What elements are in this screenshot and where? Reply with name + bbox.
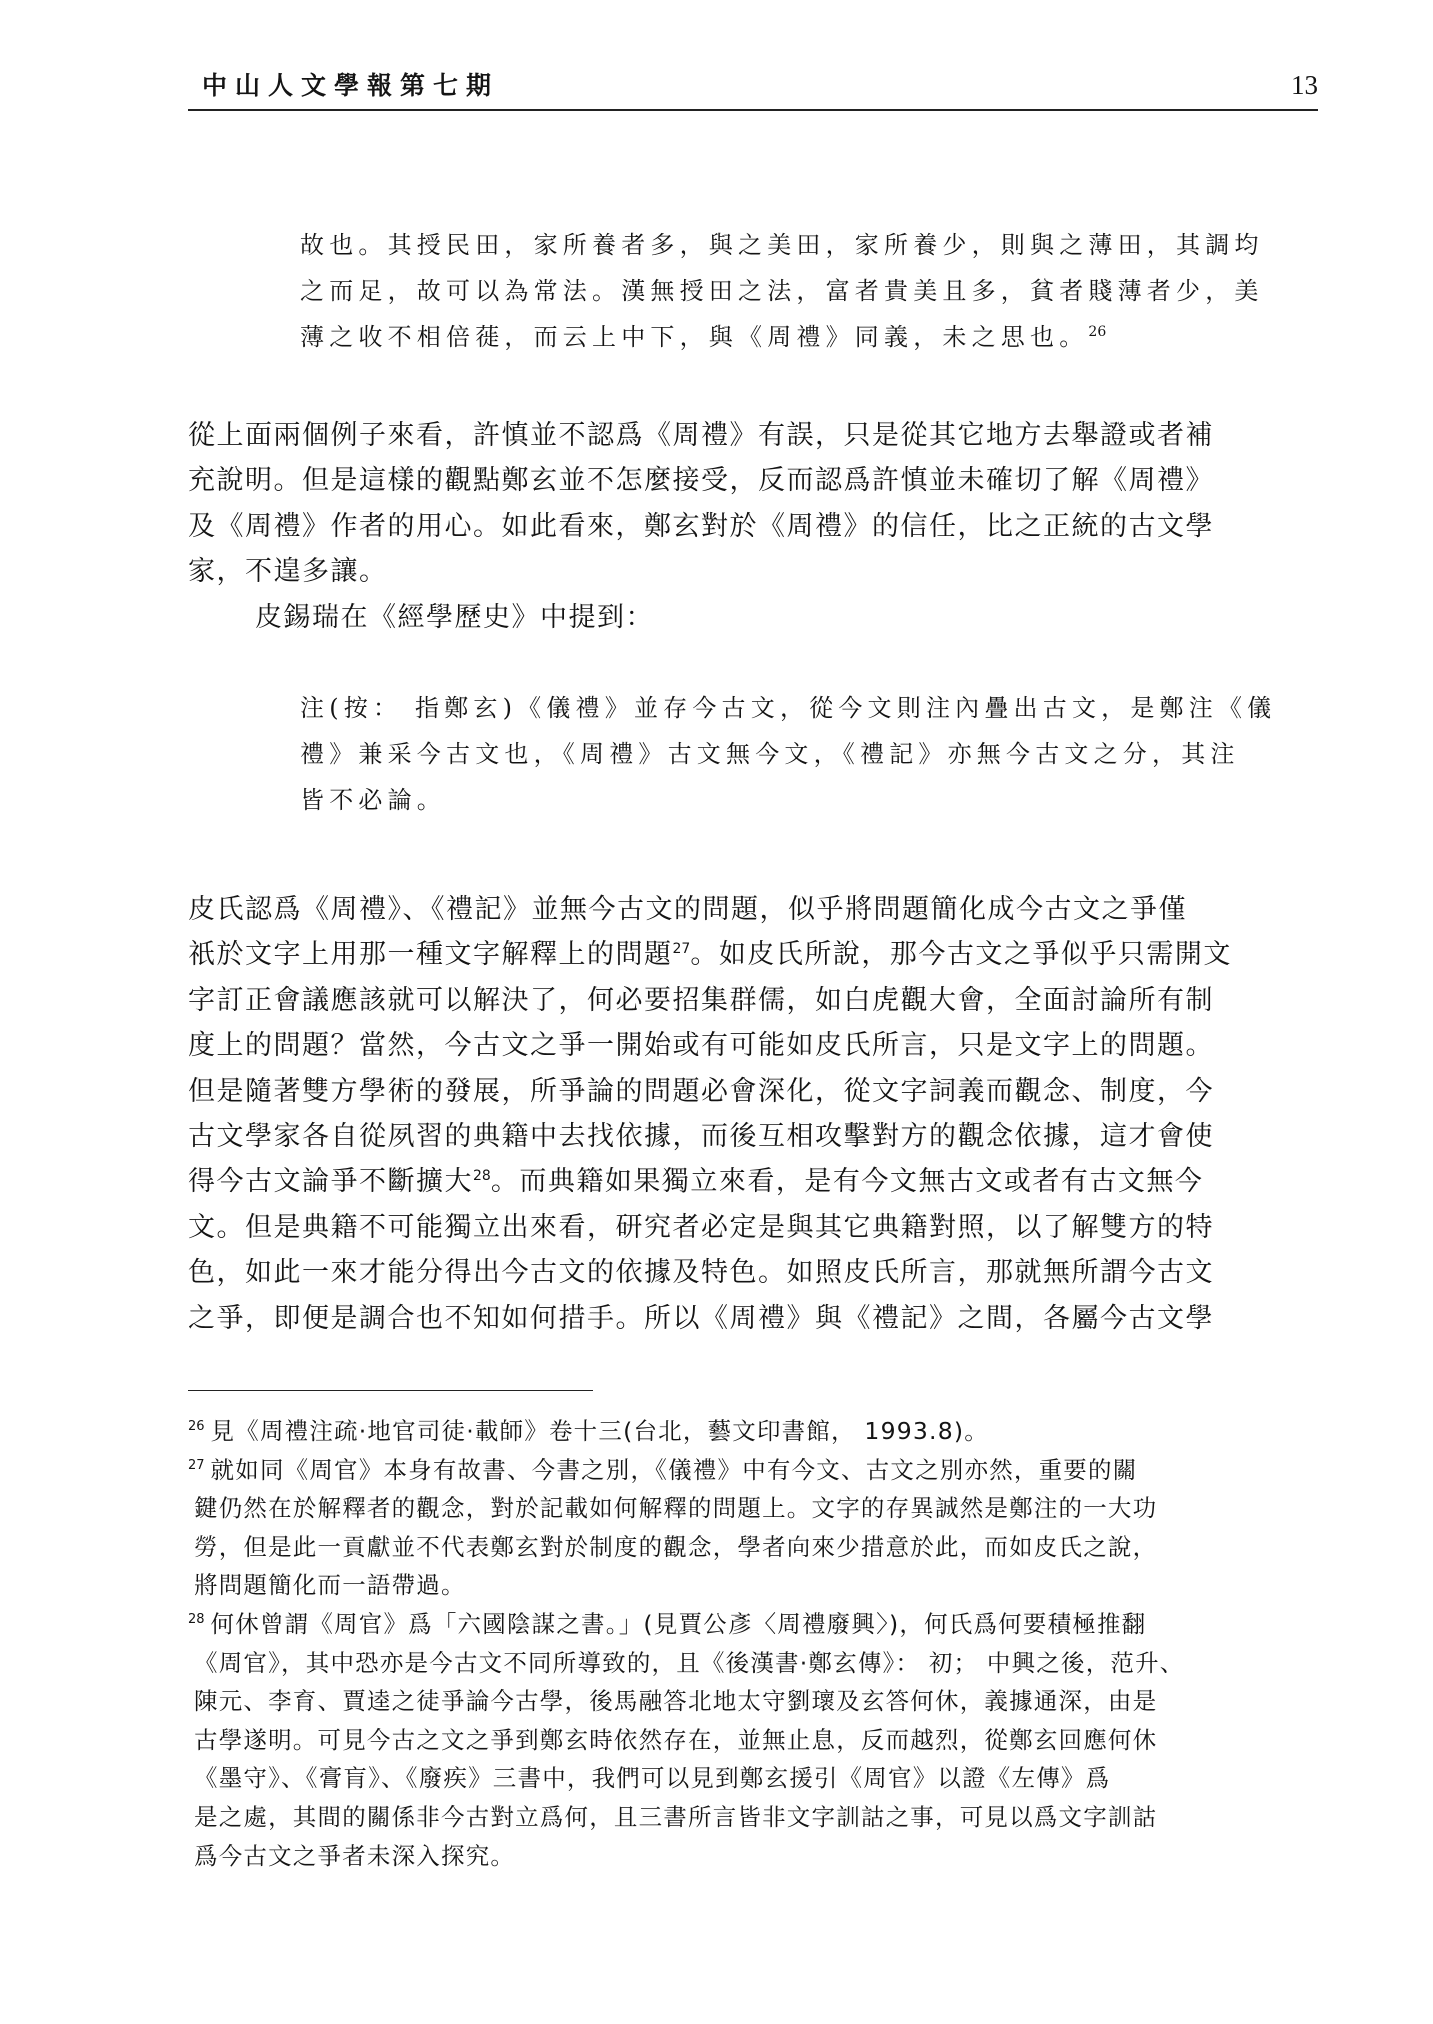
quote-line: 之而足，故可以為常法。漢無授田之法，富者貴美且多，貧者賤薄者少，美	[300, 277, 1264, 305]
page-number: 13	[1291, 70, 1318, 100]
paragraph-line: 及《周禮》作者的用心。如此看來，鄭玄對於《周禮》的信任，比之正統的古文學	[188, 510, 1214, 542]
running-header	[188, 62, 1318, 112]
block-quote-1	[300, 222, 1305, 360]
footnote-separator	[188, 1390, 593, 1391]
paragraph-line: 家，不遑多讓。	[188, 556, 388, 588]
quote-line: 注(按： 指鄭玄)《儀禮》並存今古文，從今文則注內疊出古文，是鄭注《儀	[300, 694, 1277, 722]
quote-line-text: 薄之收不相倍蓰，而云上中下，與《周禮》同義，未之思也。	[300, 323, 1089, 351]
footnote-text: 見《周禮注疏·地官司徒·載師》卷十三(台北，藝文印書館， 1993.8)。	[210, 1417, 989, 1445]
paragraph-text: 祇於文字上用那一種文字解釋上的問題	[188, 939, 673, 971]
paragraph-text: 。而典籍如果獨立來看，是有今文無古文或者有古文無今	[490, 1166, 1204, 1198]
paragraph-text: 。如皮氏所說，那今古文之爭似乎只需開文	[690, 939, 1232, 971]
journal-title: 中山人文學報第七期	[202, 71, 500, 100]
quote-line	[300, 314, 1305, 360]
footnote-mark: 26	[188, 1419, 205, 1435]
paragraph-line: 文。但是典籍不可能獨立出來看，研究者必定是與其它典籍對照，以了解雙方的特	[188, 1211, 1214, 1243]
footnote-26	[188, 1412, 1318, 1451]
footnote-mark: 28	[188, 1612, 205, 1628]
paragraph-line: 色，如此一來才能分得出今古文的依據及特色。如照皮氏所言，那就無所謂今古文	[188, 1257, 1214, 1289]
footnote-text: 就如同《周官》本身有故書、今書之別，《儀禮》中有今文、古文之別亦然，重要的關	[210, 1455, 1138, 1484]
quote-line: 皆不必論。	[300, 786, 446, 814]
footnote-line: 《周官》，其中恐亦是今古文不同所導致的，且《後漢書·鄭玄傳》： 初； 中興之後，范升、	[194, 1648, 1185, 1677]
quote-line: 故也。其授民田，家所養者多，與之美田，家所養少，則與之薄田，其調均	[300, 231, 1264, 259]
footnote-line: 勞，但是此一貢獻並不代表鄭玄對於制度的觀念，學者向來少措意於此，而如皮氏之說，	[194, 1532, 1158, 1561]
footnote-line: 鍵仍然在於解釋者的觀念，對於記載如何解釋的問題上。文字的存異誠然是鄭注的一大功	[194, 1494, 1158, 1523]
paragraph-line: 從上面兩個例子來看，許慎並不認爲《周禮》有誤，只是從其它地方去舉證或者補	[188, 420, 1214, 451]
paragraph-line: 皮氏認爲《周禮》、《禮記》並無今古文的問題，似乎將問題簡化成今古文之爭僅	[188, 894, 1187, 925]
paragraph-text: 得今古文論爭不斷擴大	[188, 1166, 473, 1198]
footnote-ref-26[interactable]: 26	[1088, 324, 1107, 340]
paragraph-line: 充說明。但是這樣的觀點鄭玄並不怎麼接受，反而認爲許慎並未確切了解《周禮》	[188, 465, 1214, 497]
paragraph-line: 但是隨著雙方學術的發展，所爭論的問題必會深化，從文字詞義而觀念、制度，今	[188, 1075, 1214, 1107]
footnote-line: 將問題簡化而一語帶過。	[194, 1571, 466, 1600]
footnote-text: 何休曾謂《周官》爲「六國陰謀之書。」(見賈公彥〈周禮廢興〉)，何氏爲何要積極推翻	[210, 1609, 1147, 1638]
quote-lead-in: 皮錫瑞在《經學歷史》中提到：	[255, 601, 654, 633]
footnote-line: 古學遂明。可見今古之文之爭到鄭玄時依然存在，並無止息，反而越烈，從鄭玄回應何休	[194, 1725, 1158, 1754]
footnote-28	[188, 1605, 1318, 1644]
footnote-line: 《墨守》、《膏肓》、《廢疾》三書中，我們可以見到鄭玄援引《周官》以證《左傳》爲	[194, 1764, 1111, 1793]
footnote-line: 爲今古文之爭者未深入探究。	[194, 1841, 516, 1870]
paragraph-line: 度上的問題？當然，今古文之爭一開始或有可能如皮氏所言，只是文字上的問題。	[188, 1030, 1214, 1062]
paragraph-line	[188, 1159, 1318, 1204]
paragraph-line: 之爭，即便是調合也不知如何措手。所以《周禮》與《禮記》之間，各屬今古文學	[188, 1302, 1214, 1334]
body-paragraph-2	[188, 887, 1318, 1341]
footnote-27	[188, 1451, 1318, 1490]
footnotes	[188, 1412, 1318, 1875]
quote-line: 禮》兼采今古文也，《周禮》古文無今文，《禮記》亦無今古文之分，其注	[300, 740, 1240, 768]
paragraph-line: 字訂正會議應該就可以解決了，何必要招集群儒，如白虎觀大會，全面討論所有制	[188, 984, 1214, 1016]
footnote-line: 是之處，其間的關係非今古對立爲何，且三書所言皆非文字訓詁之事，可見以爲文字訓詁	[194, 1802, 1158, 1831]
body-paragraph-1	[188, 413, 1318, 640]
block-quote-2	[300, 685, 1305, 823]
footnote-ref-27[interactable]: 27	[672, 941, 691, 958]
footnote-ref-28[interactable]: 28	[473, 1168, 491, 1185]
header-rule	[188, 109, 1318, 111]
footnote-mark: 27	[188, 1457, 205, 1473]
paragraph-line: 古文學家各自從夙習的典籍中去找依據，而後互相攻擊對方的觀念依據，這才會使	[188, 1121, 1214, 1153]
footnote-line: 陳元、李育、賈逵之徒爭論今古學，後馬融答北地太守劉瓌及玄答何休，義據通深，由是	[194, 1687, 1158, 1716]
paragraph-line	[188, 932, 1318, 977]
